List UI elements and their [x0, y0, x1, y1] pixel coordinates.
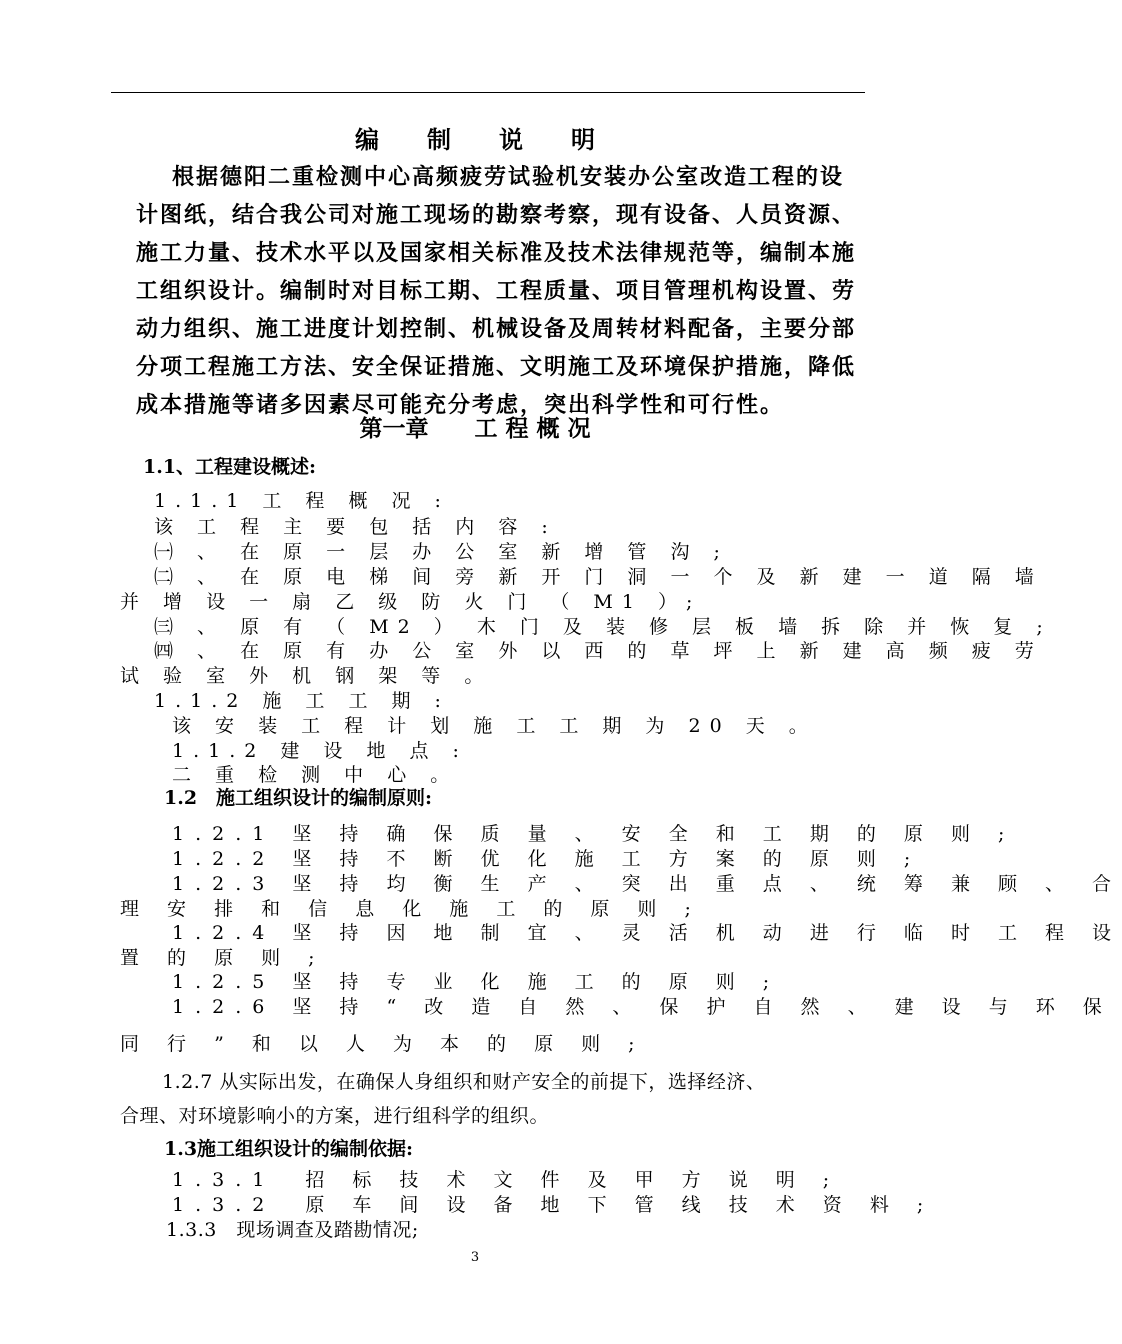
list-item: ㈢ 、 原 有 （ M2 ） 木 门 及 装 修 层 板 墙 拆 除 并 恢 复 ;	[154, 616, 1052, 638]
section-heading-1-2: 1.2 施工组织设计的编制原则:	[164, 787, 433, 809]
intro-paragraph-line: 根据德阳二重检测中心高频疲劳试验机安装办公室改造工程的设	[172, 164, 845, 190]
principle-line: 1.2.4 坚 持 因 地 制 宜 、 灵 活 机 动 进 行 临 时 工 程 设	[172, 922, 1122, 944]
section-heading-1-1: 1.1、工程建设概述:	[143, 456, 317, 478]
intro-paragraph-line: 施工力量、技术水平以及国家相关标准及技术法律规范等，编制本施	[136, 240, 857, 266]
list-item: ㈡ 、 在 原 电 梯 间 旁 新 开 门 洞 一 个 及 新 建 一 道 隔 墙	[154, 566, 1043, 588]
intro-paragraph-line: 计图纸，结合我公司对施工现场的勘察考察，现有设备、人员资源、	[136, 202, 857, 228]
list-item: 试 验 室 外 机 钢 架 等 。	[120, 665, 493, 687]
principle-line: 1.2.1 坚 持 确 保 质 量 、 安 全 和 工 期 的 原 则 ;	[172, 823, 1016, 845]
section-heading-1-3: 1.3施工组织设计的编制依据:	[164, 1138, 414, 1160]
principle-line: 置 的 原 则 ;	[120, 947, 326, 969]
body-line: 该 工 程 主 要 包 括 内 容 :	[154, 516, 557, 538]
principle-line: 1.2.5 坚 持 专 业 化 施 工 的 原 则 ;	[172, 971, 781, 993]
principle-line: 理 安 排 和 信 息 化 施 工 的 原 则 ;	[120, 898, 702, 920]
basis-line: 1.3.1 招 标 技 术 文 件 及 甲 方 说 明 ;	[172, 1169, 841, 1191]
principle-line: 1.2.7 从实际出发，在确保人身组织和财产安全的前提下，选择经济、	[162, 1071, 766, 1093]
document-title: 编 制 说 明	[355, 125, 595, 154]
body-line: 1.1.1 工 程 概 况 :	[154, 490, 450, 512]
intro-paragraph-line: 分项工程施工方法、安全保证措施、文明施工及环境保护措施，降低	[136, 354, 857, 380]
intro-paragraph-line: 工组织设计。编制时对目标工期、工程质量、项目管理机构设置、劳	[136, 278, 857, 304]
header-rule	[111, 92, 865, 93]
body-line: 该 安 装 工 程 计 划 施 工 工 期 为 20 天 。	[172, 715, 817, 737]
list-item: ㈠ 、 在 原 一 层 办 公 室 新 增 管 沟 ;	[154, 541, 729, 563]
basis-line: 1.3.3 现场调查及踏勘情况;	[166, 1219, 419, 1241]
chapter-title: 第一章 工 程 概 况	[359, 415, 591, 442]
principle-line: 1.2.2 坚 持 不 断 优 化 施 工 方 案 的 原 则 ;	[172, 848, 922, 870]
list-item: ㈣ 、 在 原 有 办 公 室 外 以 西 的 草 坪 上 新 建 高 频 疲 劳	[154, 640, 1043, 662]
body-line: 二 重 检 测 中 心 。	[172, 764, 459, 786]
principle-line: 合理、对环境影响小的方案，进行组科学的组织。	[120, 1105, 550, 1127]
body-line: 1.1.2 建 设 地 点 :	[172, 740, 468, 762]
list-item: 并 增 设 一 扇 乙 级 防 火 门 （ M1 ）;	[120, 591, 702, 613]
principle-line: 同 行 ” 和 以 人 为 本 的 原 则 ;	[120, 1033, 646, 1055]
page-number: 3	[470, 1250, 480, 1265]
intro-paragraph-line: 动力组织、施工进度计划控制、机械设备及周转材料配备，主要分部	[136, 316, 857, 342]
principle-line: 1.2.3 坚 持 均 衡 生 产 、 突 出 重 点 、 统 筹 兼 顾 、 合	[172, 873, 1122, 895]
intro-paragraph-line: 成本措施等诸多因素尽可能充分考虑，突出科学性和可行性。	[136, 392, 785, 418]
body-line: 1.1.2 施 工 工 期 :	[154, 690, 450, 712]
basis-line: 1.3.2 原 车 间 设 备 地 下 管 线 技 术 资 料 ;	[172, 1194, 935, 1216]
principle-line: 1.2.6 坚 持 “ 改 造 自 然 、 保 护 自 然 、 建 设 与 环 保	[172, 996, 1113, 1018]
